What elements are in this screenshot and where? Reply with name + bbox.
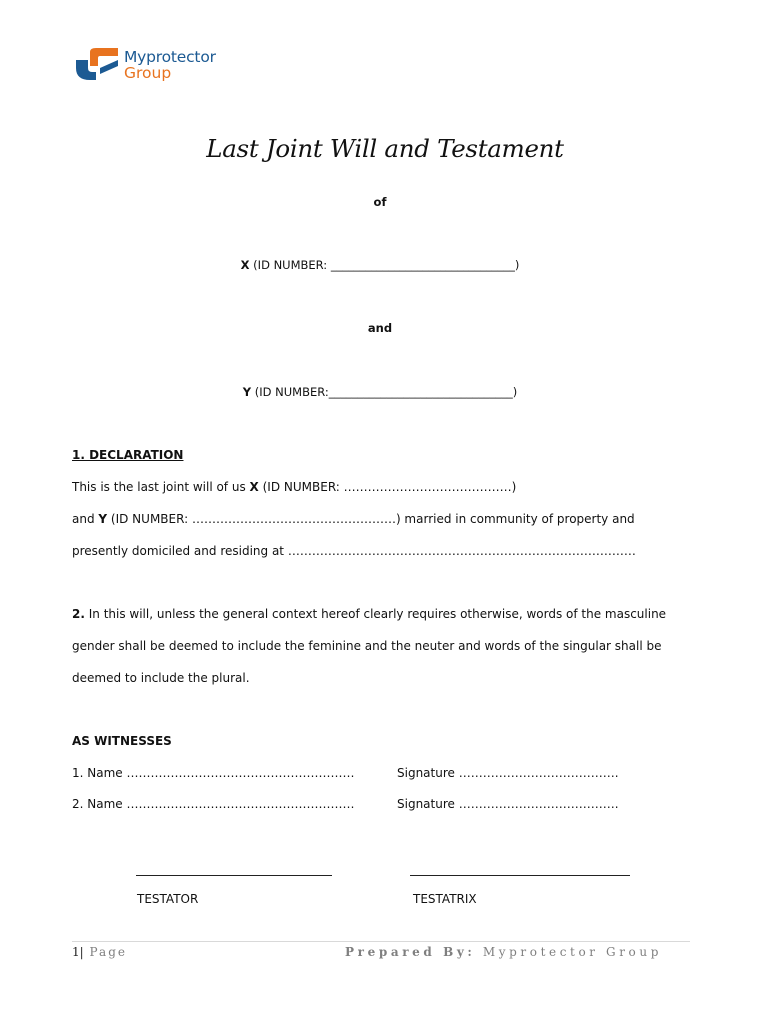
- party-y-id: (ID NUMBER:________________________________): [251, 385, 518, 399]
- page-label: Page: [83, 945, 127, 959]
- witnesses-heading: AS WITNESSES: [72, 734, 172, 748]
- party-x-line: [0, 258, 760, 272]
- of-label: of: [373, 195, 387, 209]
- footer-prepared-by: [345, 945, 662, 959]
- company-logo: [74, 46, 224, 86]
- testatrix-signature-line: [410, 875, 630, 876]
- declaration-line-2-text: and: [72, 512, 99, 526]
- document-title: Last Joint Will and Testament: [206, 134, 564, 163]
- logo-wordmark-line1: Myprotector: [124, 48, 216, 66]
- declaration-y-letter: Y: [98, 512, 108, 526]
- prepared-by-company: Myprotector Group: [475, 945, 662, 959]
- clause-2-line-1: [72, 607, 666, 621]
- clause-2-line-3: deemed to include the plural.: [72, 671, 250, 685]
- party-x-id: (ID NUMBER: ________________________________): [249, 258, 520, 272]
- witness-2-name: 2. Name …………………………………………………: [72, 797, 355, 811]
- testator-signature-line: [136, 875, 332, 876]
- testator-label: TESTATOR: [137, 892, 199, 906]
- logo-wordmark-line2: Group: [124, 64, 172, 82]
- declaration-line-1-text: This is the last joint will of us: [72, 480, 250, 494]
- footer-divider: [72, 941, 690, 942]
- footer-page-number: [72, 945, 127, 959]
- declaration-heading: 1. DECLARATION: [72, 448, 184, 462]
- prepared-by-label: Prepared By:: [345, 945, 476, 959]
- clause-2-number: 2.: [72, 607, 85, 621]
- party-y-line: [0, 385, 760, 399]
- declaration-line-2-id: (ID NUMBER: ……………………………………………) married in community of property and: [107, 512, 635, 526]
- logo-mark-icon: [74, 46, 122, 82]
- witness-2-signature: Signature ………………………………….: [397, 797, 619, 811]
- page-separator: |: [79, 945, 84, 959]
- party-x-letter: X: [240, 258, 250, 272]
- party-y-letter: Y: [242, 385, 252, 399]
- witness-1-name: 1. Name …………………………………………………: [72, 766, 355, 780]
- testatrix-label: TESTATRIX: [413, 892, 477, 906]
- declaration-line-1-id: (ID NUMBER: ……………………………………): [258, 480, 517, 494]
- and-label: and: [367, 321, 393, 335]
- declaration-x-letter: X: [249, 480, 259, 494]
- page-number: 1: [72, 945, 80, 959]
- declaration-line-3: presently domiciled and residing at ……………………………………………………………………………: [72, 544, 636, 558]
- declaration-line-2: [72, 512, 635, 526]
- witness-1-signature: Signature ………………………………….: [397, 766, 619, 780]
- clause-2-line-1-text: In this will, unless the general context hereof clearly requires otherwise, words of the masculine: [84, 607, 667, 621]
- clause-2-line-2: gender shall be deemed to include the feminine and the neuter and words of the singular shall be: [72, 639, 662, 653]
- declaration-line-1: [72, 480, 516, 494]
